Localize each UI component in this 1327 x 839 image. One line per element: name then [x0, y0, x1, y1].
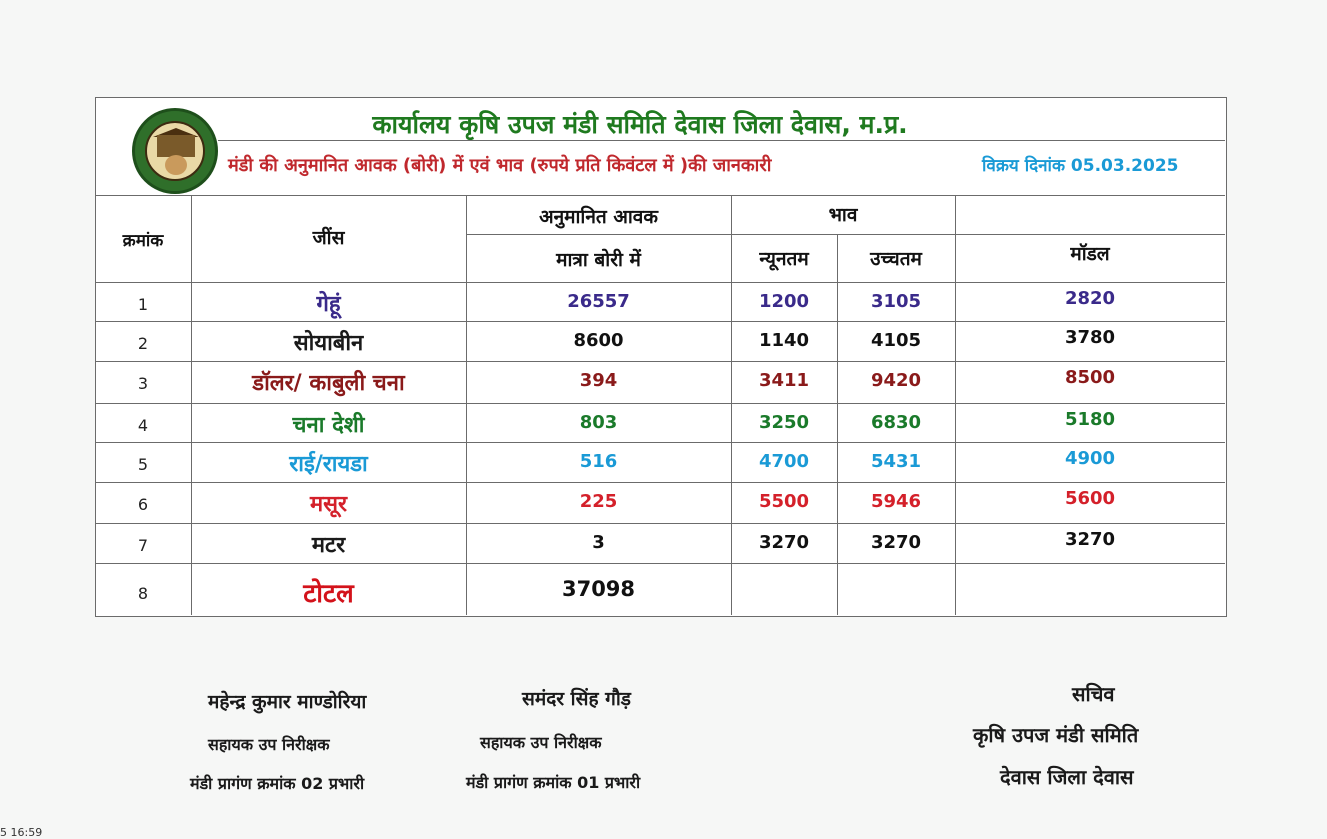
row-2-sno: 2 — [137, 334, 149, 353]
sig-middle-charge: मंडी प्रागंण क्रमांक 01 प्रभारी — [466, 773, 641, 792]
row-6-crop: मसूर — [309, 492, 348, 517]
row-6-sno: 6 — [137, 495, 149, 514]
row-2-model: 3780 — [1064, 327, 1116, 348]
row-3-crop: डॉलर/ काबुली चना — [252, 371, 405, 396]
header-arrival-top: अनुमानित आवक — [539, 206, 658, 228]
row-6-arrival: 225 — [579, 491, 618, 512]
header-arrival-bottom: मात्रा बोरी में — [556, 249, 641, 271]
row-1-sno: 1 — [137, 295, 149, 314]
row-4-model: 5180 — [1064, 409, 1116, 430]
row-4-max: 6830 — [870, 412, 922, 433]
row-6-model: 5600 — [1064, 488, 1116, 509]
total-label: टोटल — [303, 579, 354, 609]
sig-left-name: महेन्द्र कुमार माण्डोरिया — [208, 691, 367, 713]
sig-right-place: देवास जिला देवास — [1000, 765, 1134, 789]
row-2-arrival: 8600 — [573, 330, 624, 351]
row-1-arrival: 26557 — [567, 291, 630, 312]
sig-left-title: सहायक उप निरीक्षक — [208, 735, 330, 754]
row-6-max: 5946 — [870, 491, 922, 512]
row-5-min: 4700 — [758, 451, 810, 472]
row-7-max: 3270 — [870, 532, 922, 553]
row-1-model: 2820 — [1064, 288, 1116, 309]
screenshot-timestamp: 5 16:59 — [0, 826, 43, 839]
row-2-max: 4105 — [870, 330, 922, 351]
rule-row-1 — [95, 321, 1225, 322]
rule-row-7 — [95, 563, 1225, 564]
rule-title — [218, 140, 1225, 141]
sig-right-title: सचिव — [1072, 682, 1115, 706]
header-model: मॉडल — [1070, 243, 1110, 265]
header-crop: जींस — [312, 227, 345, 249]
header-price: भाव — [828, 204, 858, 226]
rule-row-3 — [95, 403, 1225, 404]
row-7-min: 3270 — [758, 532, 810, 553]
row-1-max: 3105 — [870, 291, 922, 312]
header-max: उच्चतम — [870, 248, 922, 270]
row-3-sno: 3 — [137, 374, 149, 393]
rule-row-4 — [95, 442, 1225, 443]
row-1-min: 1200 — [758, 291, 810, 312]
rule-row-5 — [95, 482, 1225, 483]
row-3-arrival: 394 — [579, 370, 618, 391]
sig-right-office: कृषि उपज मंडी समिति — [973, 723, 1139, 747]
rule-header-mid — [466, 234, 1225, 235]
row-3-model: 8500 — [1064, 367, 1116, 388]
report-subtitle: मंडी की अनुमानित आवक (बोरी) में एवं भाव (रुपये प्रति किवंटल में )की जानकारी — [228, 155, 772, 176]
row-4-sno: 4 — [137, 416, 149, 435]
sale-date: विक्रय दिनांक 05.03.2025 — [982, 156, 1179, 176]
header-min: न्यूनतम — [759, 248, 809, 270]
row-3-max: 9420 — [870, 370, 922, 391]
rule-header-bottom — [95, 282, 1225, 283]
rule-row-6 — [95, 523, 1225, 524]
rule-row-2 — [95, 361, 1225, 362]
office-title: कार्यालय कृषि उपज मंडी समिति देवास जिला देवास, म.प्र. — [372, 110, 908, 139]
row-7-crop: मटर — [311, 533, 346, 558]
mandi-seal-logo — [132, 108, 218, 194]
row-7-arrival: 3 — [592, 532, 605, 553]
row-4-arrival: 803 — [579, 412, 618, 433]
row-3-min: 3411 — [758, 370, 810, 391]
sig-left-charge: मंडी प्रागंण क्रमांक 02 प्रभारी — [190, 774, 365, 793]
row-5-crop: राई/रायडा — [289, 452, 368, 477]
row-7-sno: 7 — [137, 536, 149, 555]
row-6-min: 5500 — [758, 491, 810, 512]
row-5-arrival: 516 — [579, 451, 618, 472]
row-5-sno: 5 — [137, 455, 149, 474]
sig-middle-name: समंदर सिंह गौड़ — [522, 688, 631, 710]
row-7-model: 3270 — [1064, 529, 1116, 550]
row-2-crop: सोयाबीन — [293, 331, 364, 356]
row-5-max: 5431 — [870, 451, 922, 472]
row-5-model: 4900 — [1064, 448, 1116, 469]
row-2-min: 1140 — [758, 330, 810, 351]
rule-header-top — [95, 195, 1225, 196]
total-arrival: 37098 — [561, 577, 636, 601]
row-1-crop: गेहूं — [316, 292, 341, 317]
total-sno: 8 — [137, 584, 149, 603]
row-4-crop: चना देशी — [292, 413, 365, 438]
row-4-min: 3250 — [758, 412, 810, 433]
header-sno: क्रमांक — [122, 231, 164, 251]
sig-middle-title: सहायक उप निरीक्षक — [480, 733, 602, 752]
